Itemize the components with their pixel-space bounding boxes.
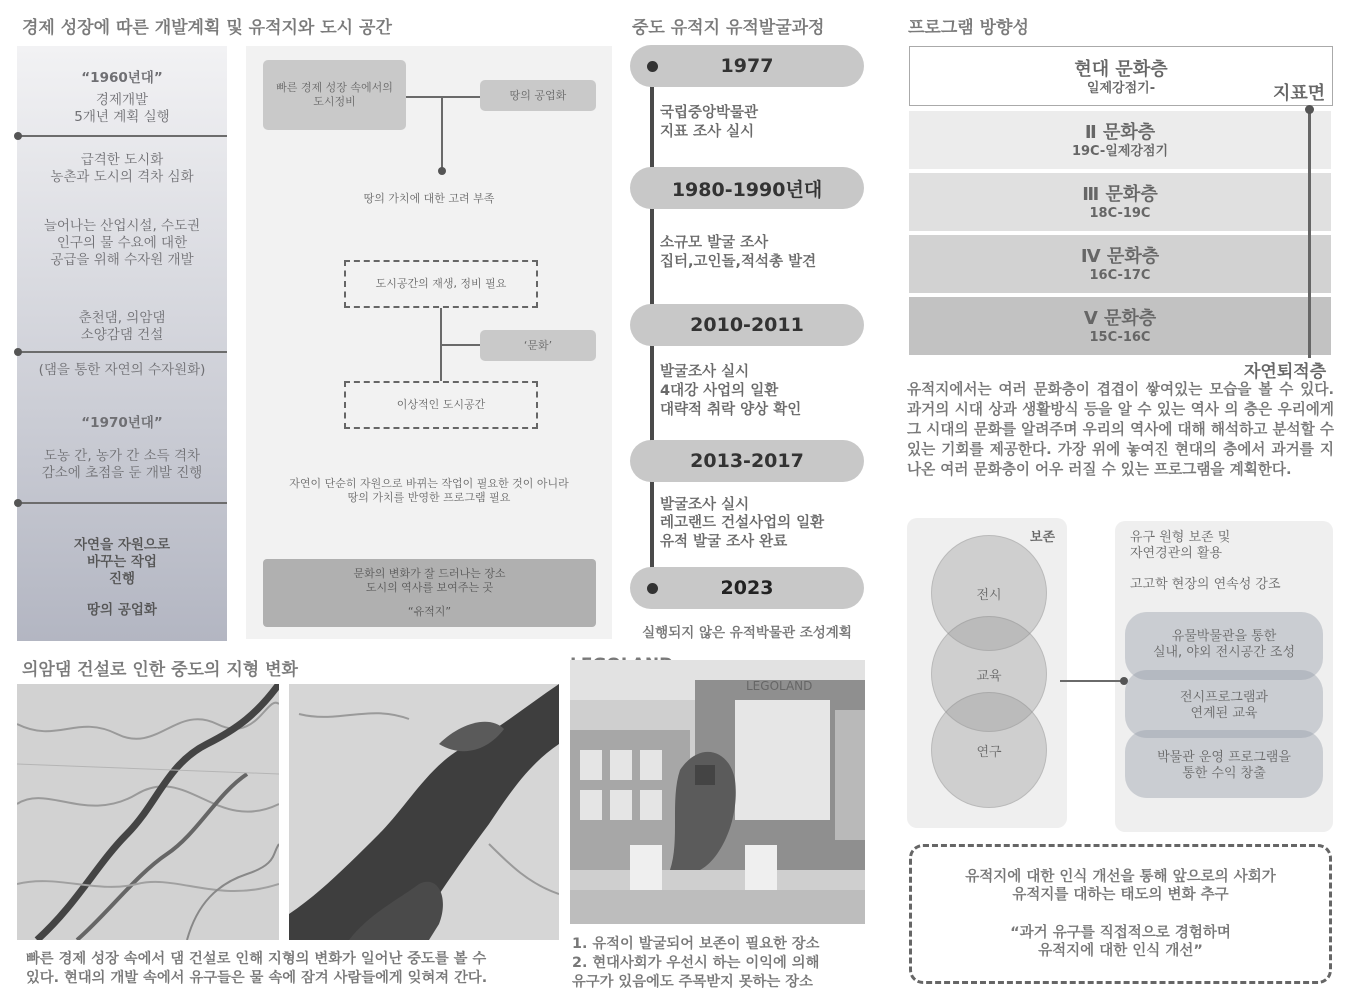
excavation-text: 발굴조사 실시 [660, 364, 750, 380]
natural-deposit-label: 자연퇴적층 [1244, 362, 1327, 382]
year-2023: 2023 [630, 567, 864, 609]
timeline-text: 바꾸는 작업 [87, 554, 157, 570]
timeline-text: 진행 [108, 571, 136, 587]
timeline-dot [14, 132, 22, 140]
layer-title: 현대 문화층 [1074, 59, 1168, 80]
caption-text: 있다. 현대의 개발 속에서 유구들은 물 속에 잠겨 사람들에게 잊혀져 간다. [26, 970, 488, 986]
timeline-text: 감소에 초점을 둔 개발 진행 [41, 465, 203, 481]
section-title-excavation: 중도 유적지 유적발굴과정 [632, 18, 825, 38]
layer-title: Ⅱ 문화층 [1084, 122, 1156, 143]
layer-period: 15C-16C [1089, 330, 1151, 345]
caption-text: 유구가 있음에도 주목받지 못하는 장소 [572, 974, 813, 990]
layer-title: Ⅴ 문화층 [1083, 308, 1157, 329]
flow-text: 빠른 경제 성장 속에서의 [276, 81, 393, 94]
layer-title: Ⅲ 문화층 [1082, 184, 1158, 205]
layer-5 [909, 297, 1331, 355]
connector [441, 96, 443, 171]
flow-text: “유적지” [407, 605, 452, 618]
year-2013-2017: 2013-2017 [630, 440, 864, 482]
timeline-text: 늘어나는 산업시설, 수도권 [43, 218, 201, 234]
venn-text: 전시 [976, 587, 1002, 603]
flow-caption: 땅의 가치를 반영한 프로그램 필요 [347, 491, 511, 504]
layer-period: 18C-19C [1089, 206, 1151, 221]
timeline-text: (댐을 통한 자연의 수자원화) [38, 362, 206, 378]
program-text: 전시프로그램과 [1180, 690, 1268, 705]
depth-line [1308, 108, 1311, 358]
era-1960s: “1960년대” [81, 70, 163, 86]
program-text: 유물박물관을 통한 [1171, 629, 1277, 644]
flow-text: 도시정비 [313, 95, 356, 108]
layer-modern [909, 46, 1333, 106]
timeline-text: 자연을 자원으로 [74, 537, 170, 553]
timeline-dot [14, 499, 22, 507]
flow-box-regeneration: 도시공간의 재생, 정비 필요 [344, 260, 538, 308]
timeline-text: 5개년 계획 실행 [74, 109, 170, 125]
venn-text: 교육 [976, 668, 1002, 684]
program-text: 유구 원형 보존 및 [1130, 530, 1231, 545]
divider [17, 351, 227, 353]
timeline-text: 급격한 도시화 [80, 152, 164, 168]
layer-4 [909, 235, 1331, 293]
program-text: 실내, 야외 전시공간 조성 [1152, 645, 1296, 660]
timeline-dot [14, 348, 22, 356]
connector [440, 344, 480, 346]
goal-box [909, 844, 1332, 984]
program-note [1130, 530, 1281, 593]
timeline-text: 땅의 공업화 [87, 602, 157, 618]
historic-map-after-dam [289, 684, 559, 940]
venn-label-preserve: 보존 [1030, 530, 1056, 545]
excavation-text: 대략적 취락 양상 확인 [660, 402, 802, 418]
program-text: 통한 수익 창출 [1182, 766, 1266, 781]
legoland-sign: LEGOLAND [746, 679, 813, 693]
flow-text: 문화의 변화가 잘 드러나는 장소 [353, 567, 506, 580]
flow-box-industrialization: 땅의 공업화 [480, 80, 596, 111]
flow-caption: 자연이 단순히 자원으로 바뀌는 작업이 필요한 것이 아니라 [289, 477, 569, 490]
excavation-text: 지표 조사 실시 [660, 124, 755, 140]
caption-text: 1. 유적이 발굴되어 보존이 필요한 장소 [572, 936, 820, 952]
depth-dot [1305, 105, 1314, 114]
goal-text: 유적지를 대하는 태도의 변화 추구 [1012, 887, 1229, 903]
excavation-text: 국립중앙박물관 [660, 105, 759, 121]
connector [406, 96, 480, 98]
flow-box-urban-maintenance [263, 60, 406, 130]
excavation-text: 소규모 발굴 조사 [660, 235, 769, 251]
timeline-text: 소양감댐 건설 [80, 327, 164, 343]
venn-text: 연구 [976, 744, 1002, 760]
flow-box-ideal-city: 이상적인 도시공간 [344, 381, 538, 429]
caption-text: 빠른 경제 성장 속에서 댐 건설로 인해 지형의 변화가 일어난 중도를 볼 수 [26, 951, 487, 967]
layer-period: 16C-17C [1089, 268, 1151, 283]
excavation-text: 발굴조사 실시 [660, 497, 750, 513]
program-item-revenue [1125, 730, 1323, 798]
caption-text: 2. 현대사회가 우선시 하는 이익에 의해 [572, 955, 820, 971]
timeline-text: 춘천댐, 의암댐 [78, 310, 166, 326]
timeline-text: 경제개발 [95, 92, 149, 108]
layer-period: 19C-일제강점기 [1071, 144, 1169, 159]
excavation-text: 레고랜드 건설사업의 일환 [660, 515, 825, 531]
goal-text: “과거 유구를 직접적으로 경험하며 [1010, 925, 1231, 941]
goal-text: 유적지에 대한 인식 개선을 통해 앞으로의 사회가 [965, 869, 1276, 885]
legoland-photo [570, 660, 865, 924]
section-title-development: 경제 성장에 따른 개발계획 및 유적지와 도시 공간 [22, 18, 392, 38]
timeline-text: 인구의 물 수요에 대한 [56, 235, 188, 251]
layer-period: 일제강점기- [1086, 81, 1156, 96]
layer-3 [909, 173, 1331, 231]
program-text: 고고학 현장의 연속성 강조 [1130, 577, 1281, 592]
layer-2 [909, 111, 1331, 169]
timeline-dot [647, 61, 658, 72]
year-1977: 1977 [630, 45, 864, 87]
program-text: 자연경관의 활용 [1130, 546, 1223, 561]
timeline-text: 농촌과 도시의 격차 심화 [50, 169, 194, 185]
layer-title: Ⅳ 문화층 [1080, 246, 1160, 267]
flow-box-heritage-site [263, 559, 596, 627]
timeline-text: 공급을 위해 수자원 개발 [50, 252, 194, 268]
flow-caption-land-value: 땅의 가치에 대한 고려 부족 [363, 192, 495, 205]
goal-text: 유적지에 대한 인식 개선” [1038, 943, 1203, 959]
year-2010-2011: 2010-2011 [630, 304, 864, 346]
divider [17, 502, 227, 504]
divider [17, 135, 227, 137]
program-text: 박물관 운영 프로그램을 [1157, 750, 1291, 765]
connector [1060, 680, 1124, 682]
era-1970s: “1970년대” [81, 415, 163, 431]
program-item-education [1125, 670, 1323, 738]
section-title-terrain: 의암댐 건설로 인한 중도의 지형 변화 [22, 660, 298, 680]
excavation-text: 유적 발굴 조사 완료 [660, 534, 788, 550]
surface-label: 지표면 [1273, 83, 1326, 104]
legoland-caption [572, 935, 819, 992]
program-text: 연계된 교육 [1190, 706, 1258, 721]
timeline-text: 도농 간, 농가 간 소득 격차 [43, 448, 201, 464]
historic-map-before-dam [17, 684, 279, 940]
venn-circle-research [931, 692, 1047, 808]
concept-flow-diagram [246, 46, 612, 639]
unrealized-plan-caption: 실행되지 않은 유적박물관 조성계획 [642, 625, 852, 641]
excavation-text: 집터,고인돌,적석총 발견 [660, 254, 817, 270]
section-title-program: 프로그램 방향성 [908, 18, 1029, 38]
development-timeline-column [17, 46, 227, 641]
flow-box-culture: ‘문화’ [480, 330, 596, 361]
layers-description: 유적지에서는 여러 문화층이 겹겹이 쌓여있는 모습을 볼 수 있다. 과거의 시대 상과 생활방식 등을 알 수 있는 역사 의 층은 우리에게 그 시대의 문화를 알려주며 우리의 역사에 대해 해석하고 분석할 수 있는 기회를 제공한다. 가장 위에 놓여진 현대의 층에서 과거를 지나온 여러 문화층이 어우 러질 수 있는 프로그램을 계획한다. [907, 381, 1334, 478]
connector-dot [438, 167, 446, 175]
terrain-caption [26, 950, 487, 988]
year-1980-1990: 1980-1990년대 [630, 167, 864, 209]
flow-text: 도시의 역사를 보여주는 곳 [365, 581, 494, 594]
timeline-dot [647, 583, 658, 594]
excavation-text: 4대강 사업의 일환 [660, 383, 779, 399]
